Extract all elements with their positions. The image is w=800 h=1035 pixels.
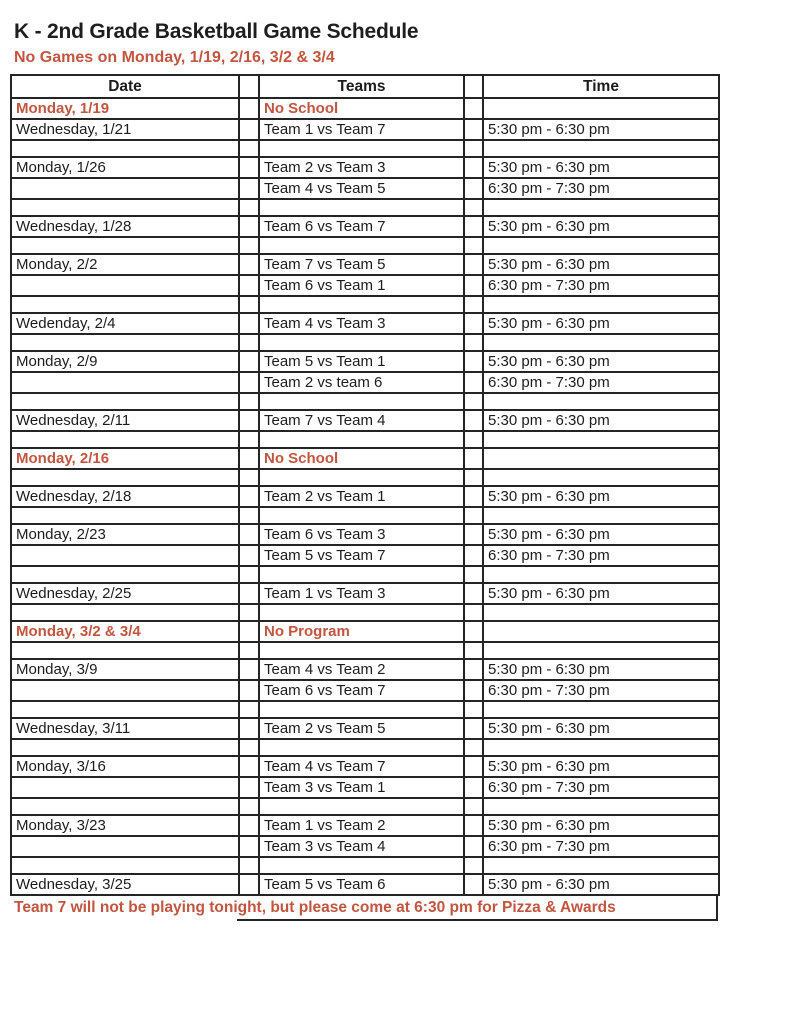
time-cell [483, 621, 719, 642]
date-cell [11, 469, 239, 486]
schedule-row [11, 157, 719, 178]
date-cell: Wednesday, 2/11 [11, 410, 239, 431]
spacer-cell [239, 566, 259, 583]
spacer-cell [239, 701, 259, 718]
time-cell: 5:30 pm - 6:30 pm [483, 659, 719, 680]
spacer-cell [239, 486, 259, 507]
spacer-row [11, 566, 719, 583]
spacer-cell [239, 756, 259, 777]
teams-cell: Team 2 vs Team 3 [259, 157, 464, 178]
date-cell: Monday, 2/23 [11, 524, 239, 545]
spacer-cell [464, 718, 483, 739]
spacer-cell [239, 815, 259, 836]
time-cell [483, 507, 719, 524]
spacer-cell [239, 431, 259, 448]
spacer-cell [239, 254, 259, 275]
spacer-row [11, 431, 719, 448]
footer-note [10, 896, 718, 921]
time-cell [483, 857, 719, 874]
date-cell: Monday, 3/9 [11, 659, 239, 680]
teams-cell [259, 798, 464, 815]
spacer-cell [464, 372, 483, 393]
time-cell: 6:30 pm - 7:30 pm [483, 275, 719, 296]
time-cell: 6:30 pm - 7:30 pm [483, 372, 719, 393]
schedule-row [11, 756, 719, 777]
spacer-cell [239, 393, 259, 410]
schedule-row [11, 524, 719, 545]
spacer-cell [239, 237, 259, 254]
schedule-row [11, 621, 719, 642]
teams-cell: Team 4 vs Team 3 [259, 313, 464, 334]
schedule-row [11, 313, 719, 334]
date-cell: Wednesday, 1/21 [11, 119, 239, 140]
spacer-row [11, 296, 719, 313]
teams-cell [259, 431, 464, 448]
spacer-cell [464, 199, 483, 216]
teams-cell [259, 857, 464, 874]
time-cell: 6:30 pm - 7:30 pm [483, 680, 719, 701]
spacer-cell [239, 545, 259, 566]
spacer-cell [464, 351, 483, 372]
teams-cell: Team 4 vs Team 2 [259, 659, 464, 680]
date-cell: Wednesday, 3/11 [11, 718, 239, 739]
spacer-cell [239, 199, 259, 216]
spacer-cell [464, 334, 483, 351]
spacer-cell [239, 680, 259, 701]
time-cell [483, 642, 719, 659]
teams-cell: Team 5 vs Team 7 [259, 545, 464, 566]
schedule-row [11, 98, 719, 119]
teams-cell: Team 2 vs Team 5 [259, 718, 464, 739]
spacer-cell [464, 874, 483, 895]
spacer-cell [464, 296, 483, 313]
date-cell: Monday, 1/19 [11, 98, 239, 119]
spacer-row [11, 237, 719, 254]
time-cell: 6:30 pm - 7:30 pm [483, 545, 719, 566]
spacer-cell [239, 642, 259, 659]
spacer-cell [464, 140, 483, 157]
time-cell: 5:30 pm - 6:30 pm [483, 815, 719, 836]
spacer-cell [464, 545, 483, 566]
time-cell: 5:30 pm - 6:30 pm [483, 254, 719, 275]
col-header-time: Time [483, 75, 719, 98]
time-cell [483, 98, 719, 119]
time-cell: 5:30 pm - 6:30 pm [483, 157, 719, 178]
spacer-cell [464, 756, 483, 777]
schedule-row [11, 777, 719, 798]
spacer-cell [464, 701, 483, 718]
teams-cell: No School [259, 448, 464, 469]
footer-right-border [716, 896, 718, 921]
spacer-cell [239, 448, 259, 469]
spacer-row [11, 642, 719, 659]
table-header [11, 75, 719, 98]
spacer-cell [464, 410, 483, 431]
spacer-row [11, 798, 719, 815]
spacer-cell [464, 486, 483, 507]
teams-cell: Team 1 vs Team 7 [259, 119, 464, 140]
time-cell: 5:30 pm - 6:30 pm [483, 216, 719, 237]
date-cell [11, 275, 239, 296]
footer-underline [237, 919, 718, 921]
time-cell: 5:30 pm - 6:30 pm [483, 718, 719, 739]
teams-cell: No School [259, 98, 464, 119]
date-cell [11, 334, 239, 351]
spacer-cell [464, 119, 483, 140]
spacer-cell [239, 98, 259, 119]
schedule-row [11, 119, 719, 140]
teams-cell [259, 140, 464, 157]
spacer-cell [239, 157, 259, 178]
time-cell [483, 199, 719, 216]
teams-cell: Team 2 vs Team 1 [259, 486, 464, 507]
teams-cell: Team 1 vs Team 3 [259, 583, 464, 604]
schedule-row [11, 216, 719, 237]
spacer-cell [239, 718, 259, 739]
spacer-cell [239, 334, 259, 351]
spacer-row [11, 393, 719, 410]
date-cell: Wednesday, 2/18 [11, 486, 239, 507]
spacer-cell [464, 815, 483, 836]
spacer-cell [464, 680, 483, 701]
schedule-row [11, 680, 719, 701]
footer-note-text: Team 7 will not be playing tonight, but please come at 6:30 pm for Pizza & Awards [14, 899, 616, 916]
time-cell [483, 798, 719, 815]
spacer-cell [239, 874, 259, 895]
schedule-row [11, 874, 719, 895]
date-cell [11, 566, 239, 583]
spacer-header [464, 75, 483, 98]
time-cell: 5:30 pm - 6:30 pm [483, 583, 719, 604]
teams-cell [259, 701, 464, 718]
teams-cell: Team 1 vs Team 2 [259, 815, 464, 836]
table-body [11, 98, 719, 895]
spacer-cell [239, 216, 259, 237]
schedule-row [11, 545, 719, 566]
schedule-row [11, 815, 719, 836]
schedule-row [11, 254, 719, 275]
teams-cell: Team 6 vs Team 7 [259, 680, 464, 701]
spacer-cell [464, 393, 483, 410]
spacer-cell [464, 157, 483, 178]
teams-cell [259, 507, 464, 524]
spacer-cell [239, 524, 259, 545]
spacer-cell [464, 836, 483, 857]
spacer-cell [464, 237, 483, 254]
spacer-cell [464, 857, 483, 874]
spacer-cell [239, 410, 259, 431]
spacer-cell [464, 178, 483, 199]
page-title: K - 2nd Grade Basketball Game Schedule [14, 20, 419, 43]
date-cell [11, 199, 239, 216]
date-cell [11, 680, 239, 701]
time-cell [483, 448, 719, 469]
spacer-cell [239, 469, 259, 486]
teams-cell [259, 334, 464, 351]
spacer-cell [239, 351, 259, 372]
teams-cell [259, 296, 464, 313]
date-cell [11, 507, 239, 524]
teams-cell: Team 6 vs Team 7 [259, 216, 464, 237]
date-cell: Monday, 3/16 [11, 756, 239, 777]
teams-cell: No Program [259, 621, 464, 642]
date-cell: Wednesday, 1/28 [11, 216, 239, 237]
spacer-cell [239, 836, 259, 857]
spacer-cell [239, 313, 259, 334]
spacer-cell [464, 621, 483, 642]
date-cell [11, 178, 239, 199]
spacer-cell [239, 777, 259, 798]
spacer-row [11, 199, 719, 216]
teams-cell [259, 566, 464, 583]
teams-cell: Team 3 vs Team 1 [259, 777, 464, 798]
teams-cell [259, 393, 464, 410]
spacer-cell [464, 583, 483, 604]
spacer-header [239, 75, 259, 98]
date-cell [11, 836, 239, 857]
spacer-cell [464, 507, 483, 524]
spacer-cell [464, 448, 483, 469]
spacer-cell [239, 583, 259, 604]
spacer-cell [239, 604, 259, 621]
spacer-cell [464, 313, 483, 334]
teams-cell: Team 7 vs Team 4 [259, 410, 464, 431]
time-cell [483, 237, 719, 254]
schedule-row [11, 275, 719, 296]
header-row [11, 75, 719, 98]
teams-cell: Team 6 vs Team 3 [259, 524, 464, 545]
time-cell: 5:30 pm - 6:30 pm [483, 119, 719, 140]
spacer-cell [239, 119, 259, 140]
spacer-cell [464, 566, 483, 583]
date-cell: Wednesday, 2/25 [11, 583, 239, 604]
spacer-cell [239, 372, 259, 393]
schedule-row [11, 659, 719, 680]
date-cell [11, 798, 239, 815]
time-cell [483, 296, 719, 313]
date-cell: Wednesday, 3/25 [11, 874, 239, 895]
date-cell: Monday, 2/16 [11, 448, 239, 469]
date-cell [11, 237, 239, 254]
spacer-cell [464, 98, 483, 119]
teams-cell [259, 739, 464, 756]
date-cell: Monday, 2/9 [11, 351, 239, 372]
time-cell [483, 393, 719, 410]
date-cell: Wedenday, 2/4 [11, 313, 239, 334]
schedule-row [11, 583, 719, 604]
teams-cell: Team 5 vs Team 1 [259, 351, 464, 372]
date-cell: Monday, 3/2 & 3/4 [11, 621, 239, 642]
time-cell: 5:30 pm - 6:30 pm [483, 486, 719, 507]
date-cell [11, 296, 239, 313]
time-cell [483, 566, 719, 583]
spacer-cell [239, 857, 259, 874]
schedule-row [11, 372, 719, 393]
spacer-cell [464, 642, 483, 659]
teams-cell: Team 4 vs Team 7 [259, 756, 464, 777]
time-cell [483, 431, 719, 448]
time-cell: 6:30 pm - 7:30 pm [483, 836, 719, 857]
teams-cell [259, 604, 464, 621]
spacer-cell [464, 524, 483, 545]
date-cell [11, 701, 239, 718]
time-cell [483, 469, 719, 486]
schedule-row [11, 718, 719, 739]
time-cell: 5:30 pm - 6:30 pm [483, 351, 719, 372]
spacer-cell [464, 777, 483, 798]
date-cell: Monday, 3/23 [11, 815, 239, 836]
schedule-row [11, 448, 719, 469]
time-cell [483, 140, 719, 157]
spacer-cell [464, 216, 483, 237]
spacer-row [11, 604, 719, 621]
teams-cell [259, 237, 464, 254]
time-cell [483, 334, 719, 351]
date-cell [11, 777, 239, 798]
spacer-cell [239, 140, 259, 157]
date-cell: Monday, 2/2 [11, 254, 239, 275]
teams-cell: Team 6 vs Team 1 [259, 275, 464, 296]
date-cell [11, 739, 239, 756]
teams-cell [259, 199, 464, 216]
spacer-row [11, 507, 719, 524]
date-cell [11, 604, 239, 621]
spacer-row [11, 334, 719, 351]
schedule-row [11, 351, 719, 372]
col-header-date: Date [11, 75, 239, 98]
time-cell: 5:30 pm - 6:30 pm [483, 313, 719, 334]
time-cell: 5:30 pm - 6:30 pm [483, 756, 719, 777]
spacer-cell [464, 798, 483, 815]
spacer-cell [239, 798, 259, 815]
spacer-cell [464, 739, 483, 756]
spacer-row [11, 701, 719, 718]
spacer-cell [239, 178, 259, 199]
spacer-cell [239, 621, 259, 642]
date-cell [11, 393, 239, 410]
date-cell [11, 642, 239, 659]
date-cell [11, 140, 239, 157]
spacer-cell [239, 659, 259, 680]
spacer-cell [239, 507, 259, 524]
date-cell: Monday, 1/26 [11, 157, 239, 178]
spacer-cell [464, 469, 483, 486]
time-cell: 5:30 pm - 6:30 pm [483, 410, 719, 431]
schedule-row [11, 178, 719, 199]
spacer-cell [464, 254, 483, 275]
teams-cell [259, 642, 464, 659]
teams-cell: Team 4 vs Team 5 [259, 178, 464, 199]
spacer-cell [464, 604, 483, 621]
time-cell: 5:30 pm - 6:30 pm [483, 524, 719, 545]
teams-cell [259, 469, 464, 486]
date-cell [11, 431, 239, 448]
time-cell [483, 701, 719, 718]
spacer-row [11, 140, 719, 157]
teams-cell: Team 7 vs Team 5 [259, 254, 464, 275]
spacer-cell [239, 275, 259, 296]
time-cell [483, 604, 719, 621]
teams-cell: Team 5 vs Team 6 [259, 874, 464, 895]
teams-cell: Team 3 vs Team 4 [259, 836, 464, 857]
time-cell: 6:30 pm - 7:30 pm [483, 178, 719, 199]
time-cell: 5:30 pm - 6:30 pm [483, 874, 719, 895]
date-cell [11, 545, 239, 566]
time-cell: 6:30 pm - 7:30 pm [483, 777, 719, 798]
schedule-row [11, 836, 719, 857]
page-subtitle: No Games on Monday, 1/19, 2/16, 3/2 & 3/4 [14, 49, 335, 66]
time-cell [483, 739, 719, 756]
schedule-row [11, 410, 719, 431]
spacer-row [11, 469, 719, 486]
col-header-teams: Teams [259, 75, 464, 98]
spacer-row [11, 739, 719, 756]
date-cell [11, 372, 239, 393]
teams-cell: Team 2 vs team 6 [259, 372, 464, 393]
spacer-cell [464, 275, 483, 296]
spacer-cell [464, 431, 483, 448]
spacer-cell [239, 739, 259, 756]
schedule-table [10, 74, 720, 896]
spacer-row [11, 857, 719, 874]
spacer-cell [239, 296, 259, 313]
schedule-row [11, 486, 719, 507]
spacer-cell [464, 659, 483, 680]
date-cell [11, 857, 239, 874]
